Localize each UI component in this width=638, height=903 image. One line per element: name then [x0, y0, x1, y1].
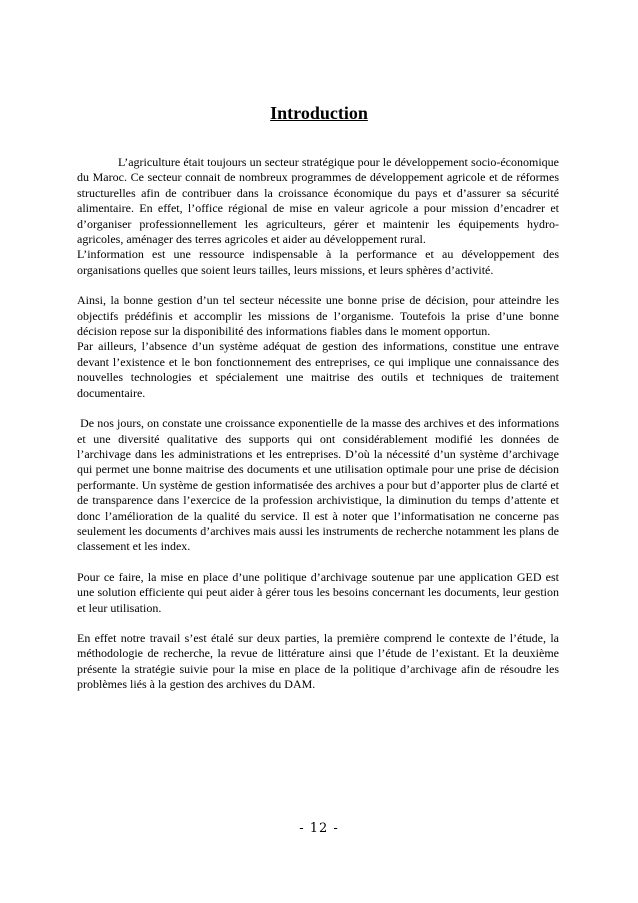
paragraph-pour-ce-faire: Pour ce faire, la mise en place d’une politique d’archivage soutenue par une application GED est une solution efficiente qui peut aider à gérer tous les besoins concernant les documents, leur gestion et leur utilisation. [77, 569, 559, 615]
paragraph-bonne-gestion: Ainsi, la bonne gestion d’un tel secteur nécessite une bonne prise de décision, pour atteindre les objectifs prédéfinis et accomplir les missions de l’organisme. Toutefois la prise d’une bonne décision repose sur la disponibilité des informations fiables dans le moment opportun. [77, 293, 559, 339]
paragraph-agriculture: L’agriculture était toujours un secteur stratégique pour le développement socio-économique du Maroc. Ce secteur connait de nombreux programmes de développement agricole et de réformes structurelles afin de contribuer dans la croissance économique du pays et d’assurer sa sécurité alimentaire. En effet, l’office régional de mise en valeur agricole a pour mission d’encadrer et d’organiser professionnellement les agriculteurs, gérer et maintenir les équipements hydro-agricoles, aménager des terres agricoles et aider au développement rural. [77, 155, 559, 247]
page-number: - 12 - [299, 821, 339, 836]
paragraph-information: L’information est une ressource indispensable à la performance et au développement des organisations quelles que soient leurs tailles, leurs missions, et leurs sphères d’activité. [77, 247, 559, 277]
body-text [77, 155, 563, 693]
paragraph-de-nos-jours: De nos jours, on constate une croissance exponentielle de la masse des archives et des informations et une diversité qualitative des supports qui ont considérablement modifié les données de l’archivage dans les administrations et les entreprises. D’où la nécessité d’un système d’archivage qui permet une bonne maitrise des documents et une utilisation optimale pour une prise de décision performante. Un système de gestion informatisée des archives a pour but d’apporter plus de clarté et de transparence dans l’exercice de la profession archivistique, la diminution du temps d’attente et donc l’amélioration de la qualité du service. Il est à noter que l’informatisation ne concerne pas seulement les documents d’archives mais aussi les instruments de recherche notamment les plans de classement et les index. [77, 416, 563, 554]
paragraph-en-effet: En effet notre travail s’est étalé sur deux parties, la première comprend le contexte de l’étude, la méthodologie de recherche, la revue de littérature ainsi que l’étude de l’existant. Et la deuxième présente la stratégie suivie pour la mise en place de la politique d’archivage afin de résoudre les problèmes liés à la gestion des archives du DAM. [77, 630, 559, 692]
paragraph-par-ailleurs: Par ailleurs, l’absence d’un système adéquat de gestion des informations, constitue une entrave devant l’existence et le bon fonctionnement des entreprises, ce qui implique une connaissance des nouvelles technologies et spécialement une maitrise des outils et techniques de traitement documentaire. [77, 339, 559, 400]
page-title: Introduction [270, 103, 368, 123]
